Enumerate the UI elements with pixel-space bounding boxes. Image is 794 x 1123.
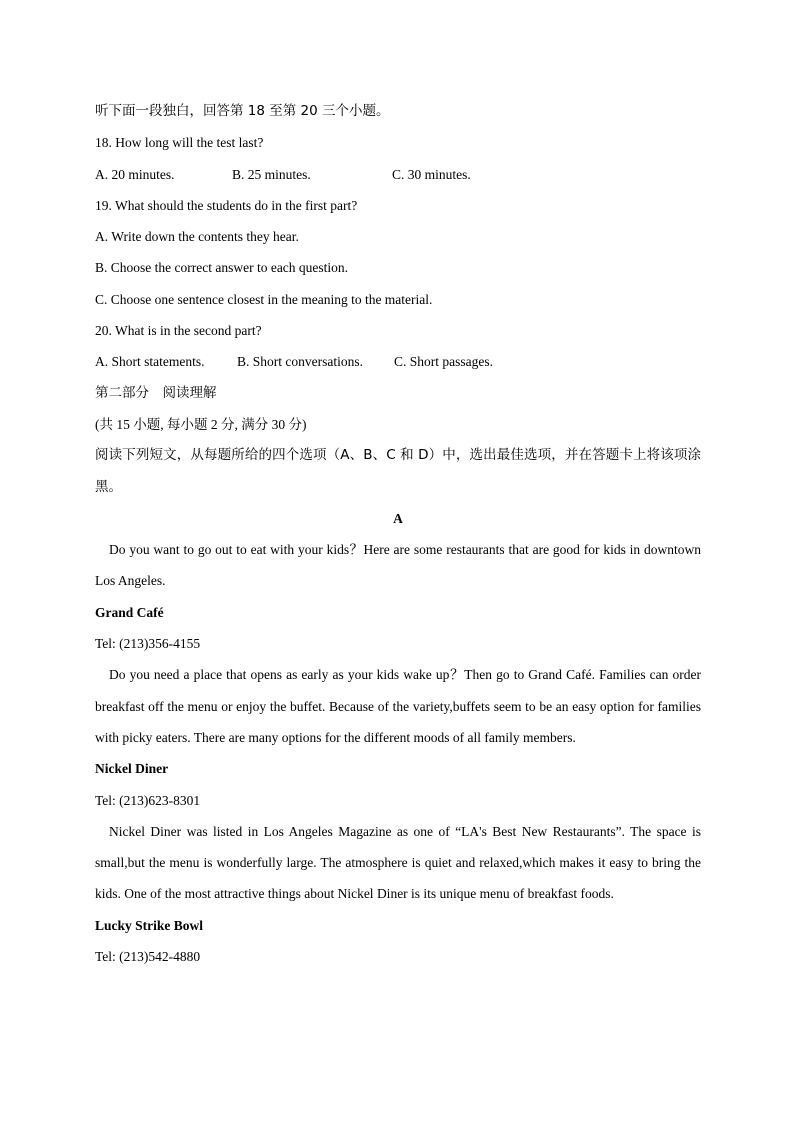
option-c: C. 30 minutes.	[392, 166, 471, 182]
option-b: B. Choose the correct answer to each question.	[95, 260, 349, 276]
restaurant-name: Nickel Diner	[95, 761, 169, 777]
restaurant-name: Grand Café	[95, 604, 164, 620]
option-b: B. 25 minutes.	[232, 166, 311, 182]
question-18-options	[95, 159, 701, 190]
exam-page	[95, 96, 701, 972]
restaurant-tel: Tel: (213)623-8301	[95, 792, 201, 808]
section-title: 第二部分 阅读理解	[95, 384, 217, 401]
option-a: A. Write down the contents they hear.	[95, 229, 299, 245]
score-note: (共 15 小题, 每小题 2 分, 满分 30 分)	[95, 416, 307, 432]
restaurant-description: Do you need a place that opens as early as your kids wake up？Then go to Grand Café. Families can order breakfast off the menu or enjoy the buffet. Because of the variety,buffets seem to be an easy option for families with picky eaters. There are many options for the different moods of all family members.	[95, 667, 701, 745]
option-a: A. 20 minutes.	[95, 166, 175, 182]
question-19-stem: 19. What should the students do in the first part?	[95, 197, 358, 213]
listening-instruction: 听下面一段独白，回答第 18 至第 20 三个小题。	[95, 103, 390, 119]
option-b: B. Short conversations.	[237, 354, 363, 370]
question-20-options	[95, 346, 701, 377]
option-c: C. Short passages.	[394, 354, 493, 370]
question-18-stem: 18. How long will the test last?	[95, 135, 264, 151]
restaurant-tel: Tel: (213)356-4155	[95, 636, 201, 652]
restaurant-tel: Tel: (213)542-4880	[95, 949, 201, 965]
restaurant-description: Nickel Diner was listed in Los Angeles Magazine as one of “LA's Best New Restaurants”. The space is small,but the menu is wonderfully large. The atmosphere is quiet and relaxed,which makes it easy to bring the kids. One of the most attractive things about Nickel Diner is its unique menu of breakfast foods.	[95, 823, 701, 902]
passage-intro: Do you want to go out to eat with your kids？Here are some restaurants that are good for kids in downtown Los Angeles.	[95, 542, 701, 589]
question-20-stem: 20. What is in the second part?	[95, 323, 262, 339]
restaurant-name: Lucky Strike Bowl	[95, 917, 204, 933]
reading-instruction: 阅读下列短文，从每题所给的四个选项（A、B、C 和 D）中，选出最佳选项，并在答题卡上将该项涂黑。	[95, 447, 701, 495]
option-a: A. Short statements.	[95, 354, 205, 370]
option-c: C. Choose one sentence closest in the meaning to the material.	[95, 291, 433, 307]
passage-label: A	[393, 510, 403, 526]
